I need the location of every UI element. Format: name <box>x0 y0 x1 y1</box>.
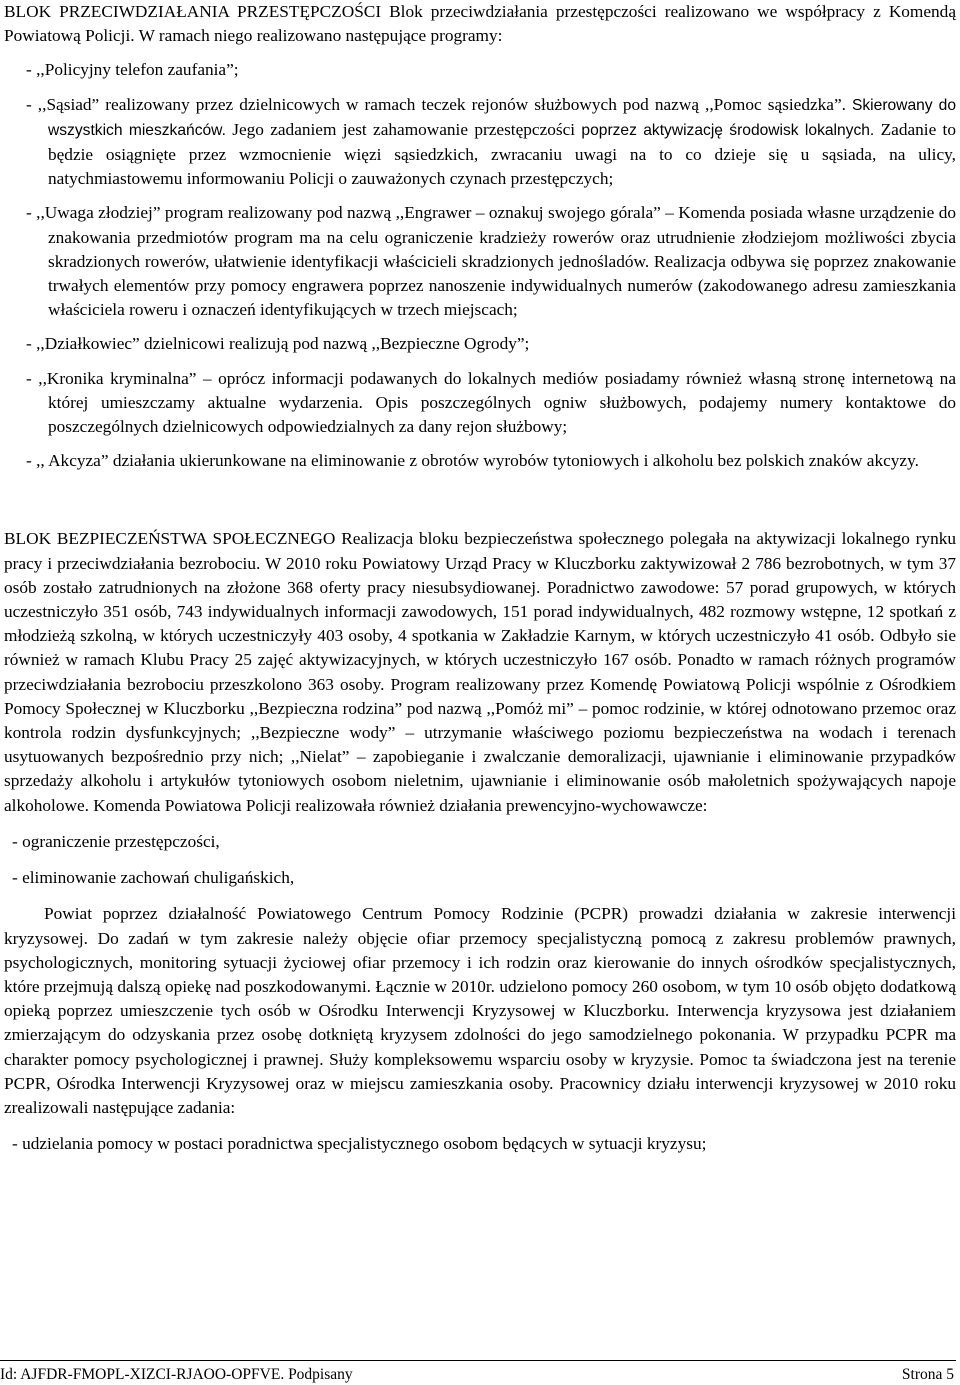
list-item-text: Skierowany do wszystkich mieszkańców. <box>48 96 956 139</box>
list-item: - ,,Uwaga złodziej” program realizowany pod nazwą ,,Engrawer – oznakuj swojego górala” – Komenda posiada własne urządzenie do znakowania przedmiotów program ma na celu ograniczenie kradzieży rowerów oraz utrudnienie złodziejom możliwości zbycia skradzionych rowerów, ułatwienie identyfikacji właścicieli skradzionych jednośladów. Realizacja odbywa się poprzez znakowanie trwałych elementów przy pomocy engrawera poprzez nanoszenie indywidualnych numerów (zakodowanego adresu zamieszkania właściciela roweru i oznaczeń identyfikujących w trzech miejscach; <box>26 203 956 320</box>
list-item: - eliminowanie zachowań chuligańskich, <box>12 868 295 888</box>
list-item: - ograniczenie przestępczości, <box>12 831 220 851</box>
list-item-text: poprzez aktywizację środowisk lokalnych. <box>581 121 875 139</box>
section-crime-intro: BLOK PRZECIWDZIAŁANIA PRZESTĘPCZOŚCI Blok przeciwdziałania przestępczości realizowano we współpracy z Komendą Powiatową Policji. W ramach niego realizowano następujące programy: <box>4 2 956 46</box>
list-item <box>26 93 956 192</box>
list-item: - ,,Działkowiec” dzielnicowi realizują pod nazwą ,,Bezpieczne Ogrody”; <box>26 334 530 354</box>
page-number: Strona 5 <box>901 1366 954 1383</box>
list-item-text: - ,,Sąsiad” realizowany przez dzielnicowych w ramach teczek rejonów służbowych pod nazwą ,,Pomoc sąsiedzka”. <box>26 94 852 114</box>
pcpr-paragraph: Powiat poprzez działalność Powiatowego Centrum Pomocy Rodzinie (PCPR) prowadzi działania w zakresie interwencji kryzysowej. Do zadań w tym zakresie należy objęcie ofiar przemocy specjalistyczną pomocą z zakresu problemów prawnych, psychologicznych, monitoring sytuacji życiowej ofiar przemocy i ich rodzin oraz kierowanie do innych ośrodków specjalistycznych, które przejmują dalszą opiekę nad poszkodowanymi. Łącznie w 2010r. udzielono pomocy 260 osobom, w tym 10 osób objęto dodatkową opieką poprzez umieszczenie tych osób w Ośrodku Interwencji Kryzysowej w Kluczborku. Interwencja kryzysowa jest działaniem zmierzającym do odzyskania przez osobę dotkniętą kryzysem zdolności do jego samodzielnego pokonania. W przypadku PCPR ma charakter pomocy psychologicznej i prawnej. Służy kompleksowemu wsparciu osoby w kryzysie. Pomoc ta świadczona jest na terenie PCPR, Ośrodka Interwencji Kryzysowej oraz w miejscu zamieszkania osoby. Pracownicy działu interwencji kryzysowej w 2010 roku zrealizowali następujące zadania: <box>4 904 956 1117</box>
list-item-text: Jego zadaniem jest zahamowanie przestępczości <box>225 119 582 139</box>
list-item: - ,,Kronika kryminalna” – oprócz informacji podawanych do lokalnych mediów posiadamy również własną stronę internetową na której umieszczamy aktualne wydarzenia. Opis poszczególnych ogniw służbowych, podajemy numery kontaktowe do poszczególnych dzielnicowych odpowiedzialnych za dany rejon służbowy; <box>26 368 956 437</box>
list-item: - ,,Policyjny telefon zaufania”; <box>26 60 239 80</box>
document-page <box>4 0 956 1156</box>
list-item-text: Zadanie to będzie osiągnięte przez wzmocnienie więzi sąsiedzkich, zwracaniu uwagi na to co dzieje się u sąsiada, na ulicy, natychmiastowemu informowaniu Policji o zauważonych czynach przestępczych; <box>48 119 956 189</box>
document-id: Id: AJFDR-FMOPL-XIZCI-RJAOO-OPFVE. Podpisany <box>0 1366 353 1383</box>
section-social-safety: BLOK BEZPIECZEŃSTWA SPOŁECZNEGO Realizacja bloku bezpieczeństwa społecznego polegała na aktywizacji lokalnego rynku pracy i przeciwdziałania bezrobociu. W 2010 roku Powiatowy Urząd Pracy w Kluczborku zaktywizował 2 786 bezrobotnych, w tym 37 osób zostało zatrudnionych na złożone 368 oferty pracy niesubsydiowanej. Poradnictwo zawodowe: 57 porad grupowych, w których uczestniczyło 351 osób, 743 indywidualnych informacji zawodowych, 151 porad indywidualnych, 482 rozmowy wstępne, 12 spotkań z młodzieżą szkolną, w których uczestniczyły 403 osoby, 4 spotkania w Zakładzie Karnym, w których uczestniczyło 41 osób. Odbyło sie również w ramach Klubu Pracy 25 zajęć aktywizacyjnych, w których uczestniczyło 167 osób. Ponadto w ramach różnych programów przeciwdziałania bezrobociu przeszkolono 363 osoby. Program realizowany przez Komendę Powiatową Policji wspólnie z Ośrodkiem Pomocy Społecznej w Kluczborku ,,Bezpieczna rodzina” pod nazwą ,,Pomóż mi” – pomoc rodzinie, w której odnotowano przemoc oraz kontrola rodzin dysfunkcyjnych; ,,Bezpieczne wody” – utrzymanie właściwego poziomu bezpieczeństwa na wodach i terenach usytuowanych bezpośrednio przy nich; ,,Nielat” – zapobieganie i zwalczanie demoralizacji, ujawnianie i eliminowanie przypadków sprzedaży alkoholu i artykułów tytoniowych osobom nieletnim, ujawnianie i eliminowanie osób małoletnich spożywających napoje alkoholowe. Komenda Powiatowa Policji realizowała również działania prewencyjno-wychowawcze: <box>4 529 956 815</box>
list-item: - udzielania pomocy w postaci poradnictwa specjalistycznego osobom będących w sytuacji kryzysu; <box>12 1134 707 1154</box>
page-footer <box>0 1360 956 1383</box>
list-item: - ,, Akcyza” działania ukierunkowane na eliminowanie z obrotów wyrobów tytoniowych i alkoholu bez polskich znaków akcyzy. <box>26 451 919 471</box>
